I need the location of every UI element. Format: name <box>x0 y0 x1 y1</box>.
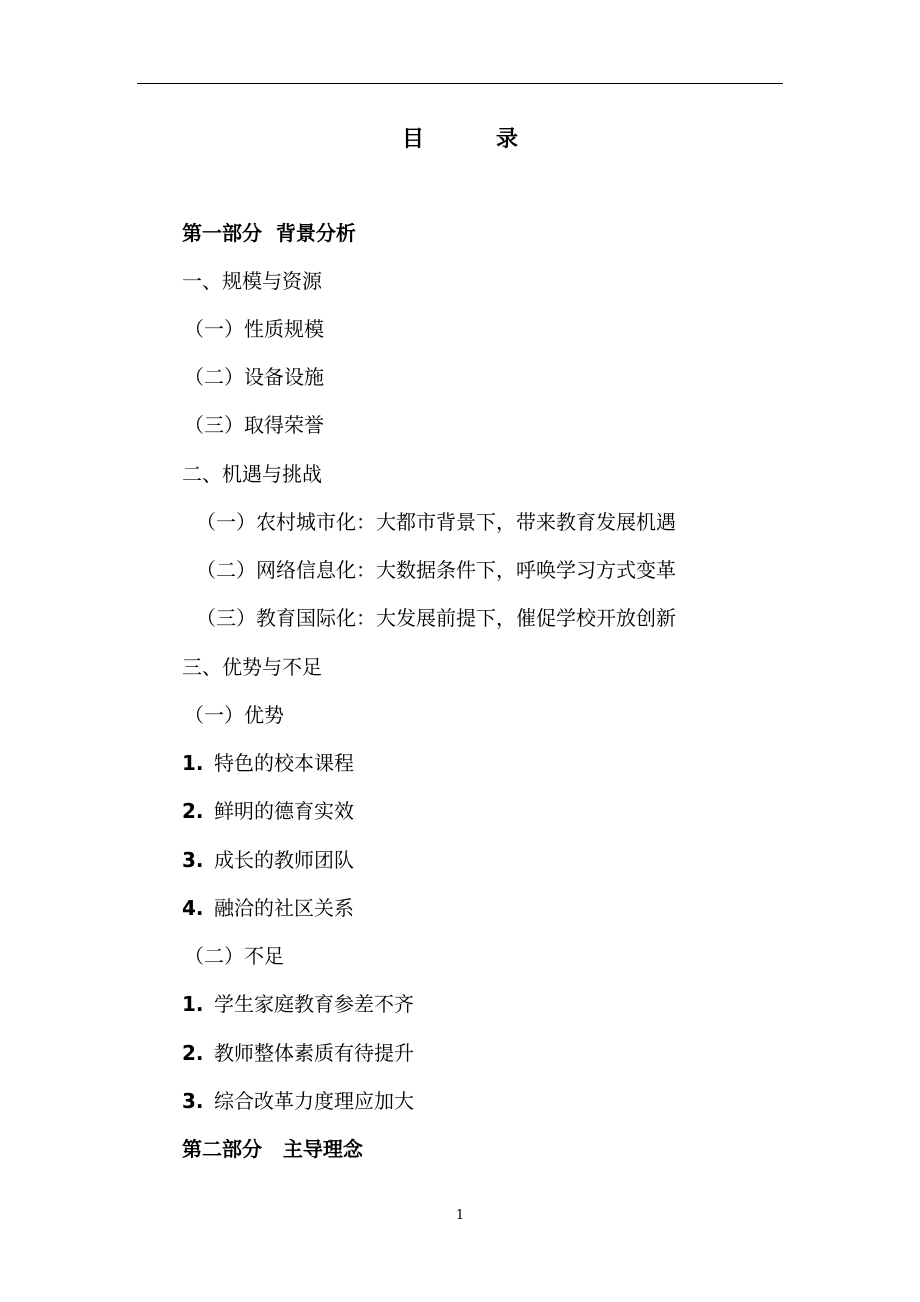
toc-entry <box>182 1136 363 1162</box>
toc-entry-number: 3. <box>182 1089 204 1113</box>
toc-entry-text: （一）优势 <box>184 703 284 727</box>
toc-entry-text: 融洽的社区关系 <box>214 896 354 920</box>
toc-entry-number: 2. <box>182 799 204 823</box>
toc-entry-number: 1. <box>182 992 204 1016</box>
toc-entry-text: （二）设备设施 <box>184 365 324 389</box>
toc-entry <box>196 509 676 535</box>
toc-entry-text: （一）农村城市化：大都市背景下，带来教育发展机遇 <box>196 510 676 534</box>
toc-entry-number: 3. <box>182 848 204 872</box>
toc-entry <box>184 702 284 728</box>
toc-entry <box>184 412 324 438</box>
toc-entry <box>182 268 322 294</box>
page-number: 1 <box>455 1208 465 1223</box>
toc-entry-text: （三）取得荣誉 <box>184 413 324 437</box>
toc-entry-text: （二）不足 <box>184 944 284 968</box>
toc-entry <box>184 364 324 390</box>
toc-entry <box>196 605 676 631</box>
toc-entry-number: 1. <box>182 751 204 775</box>
toc-entry <box>184 316 324 342</box>
toc-title-left: 目 <box>401 127 424 152</box>
toc-entry-text: 特色的校本课程 <box>214 751 354 775</box>
toc-entry-text: 三、优势与不足 <box>182 655 322 679</box>
toc-entry-text: 鲜明的德育实效 <box>214 799 354 823</box>
toc-entry-number: 2. <box>182 1041 204 1065</box>
toc-entry <box>182 654 322 680</box>
toc-entry <box>182 847 354 873</box>
toc-title-right: 录 <box>496 127 519 152</box>
toc-entry-text: 第二部分 主导理念 <box>182 1137 363 1161</box>
toc-entry-text: 成长的教师团队 <box>214 848 354 872</box>
toc-entry <box>182 991 414 1017</box>
toc-entry <box>182 1040 414 1066</box>
toc-entry-text: （三）教育国际化：大发展前提下，催促学校开放创新 <box>196 606 676 630</box>
toc-entry-text: 二、机遇与挑战 <box>182 462 322 486</box>
toc-entry <box>184 943 284 969</box>
toc-entry-text: 教师整体素质有待提升 <box>214 1041 414 1065</box>
toc-entry <box>182 798 354 824</box>
toc-entry-number: 4. <box>182 896 204 920</box>
toc-entry <box>182 461 322 487</box>
toc-entry-text: 一、规模与资源 <box>182 269 322 293</box>
toc-entry <box>196 557 676 583</box>
toc-entry <box>182 1088 414 1114</box>
toc-entry-text: （二）网络信息化：大数据条件下，呼唤学习方式变革 <box>196 558 676 582</box>
toc-entry-text: 综合改革力度理应加大 <box>214 1089 414 1113</box>
toc-entry-text: （一）性质规模 <box>184 317 324 341</box>
toc-entry <box>182 750 354 776</box>
toc-entry <box>182 220 356 246</box>
toc-entry-text: 第一部分 背景分析 <box>182 221 356 245</box>
toc-entry <box>182 895 354 921</box>
toc-entry-text: 学生家庭教育参差不齐 <box>214 992 414 1016</box>
